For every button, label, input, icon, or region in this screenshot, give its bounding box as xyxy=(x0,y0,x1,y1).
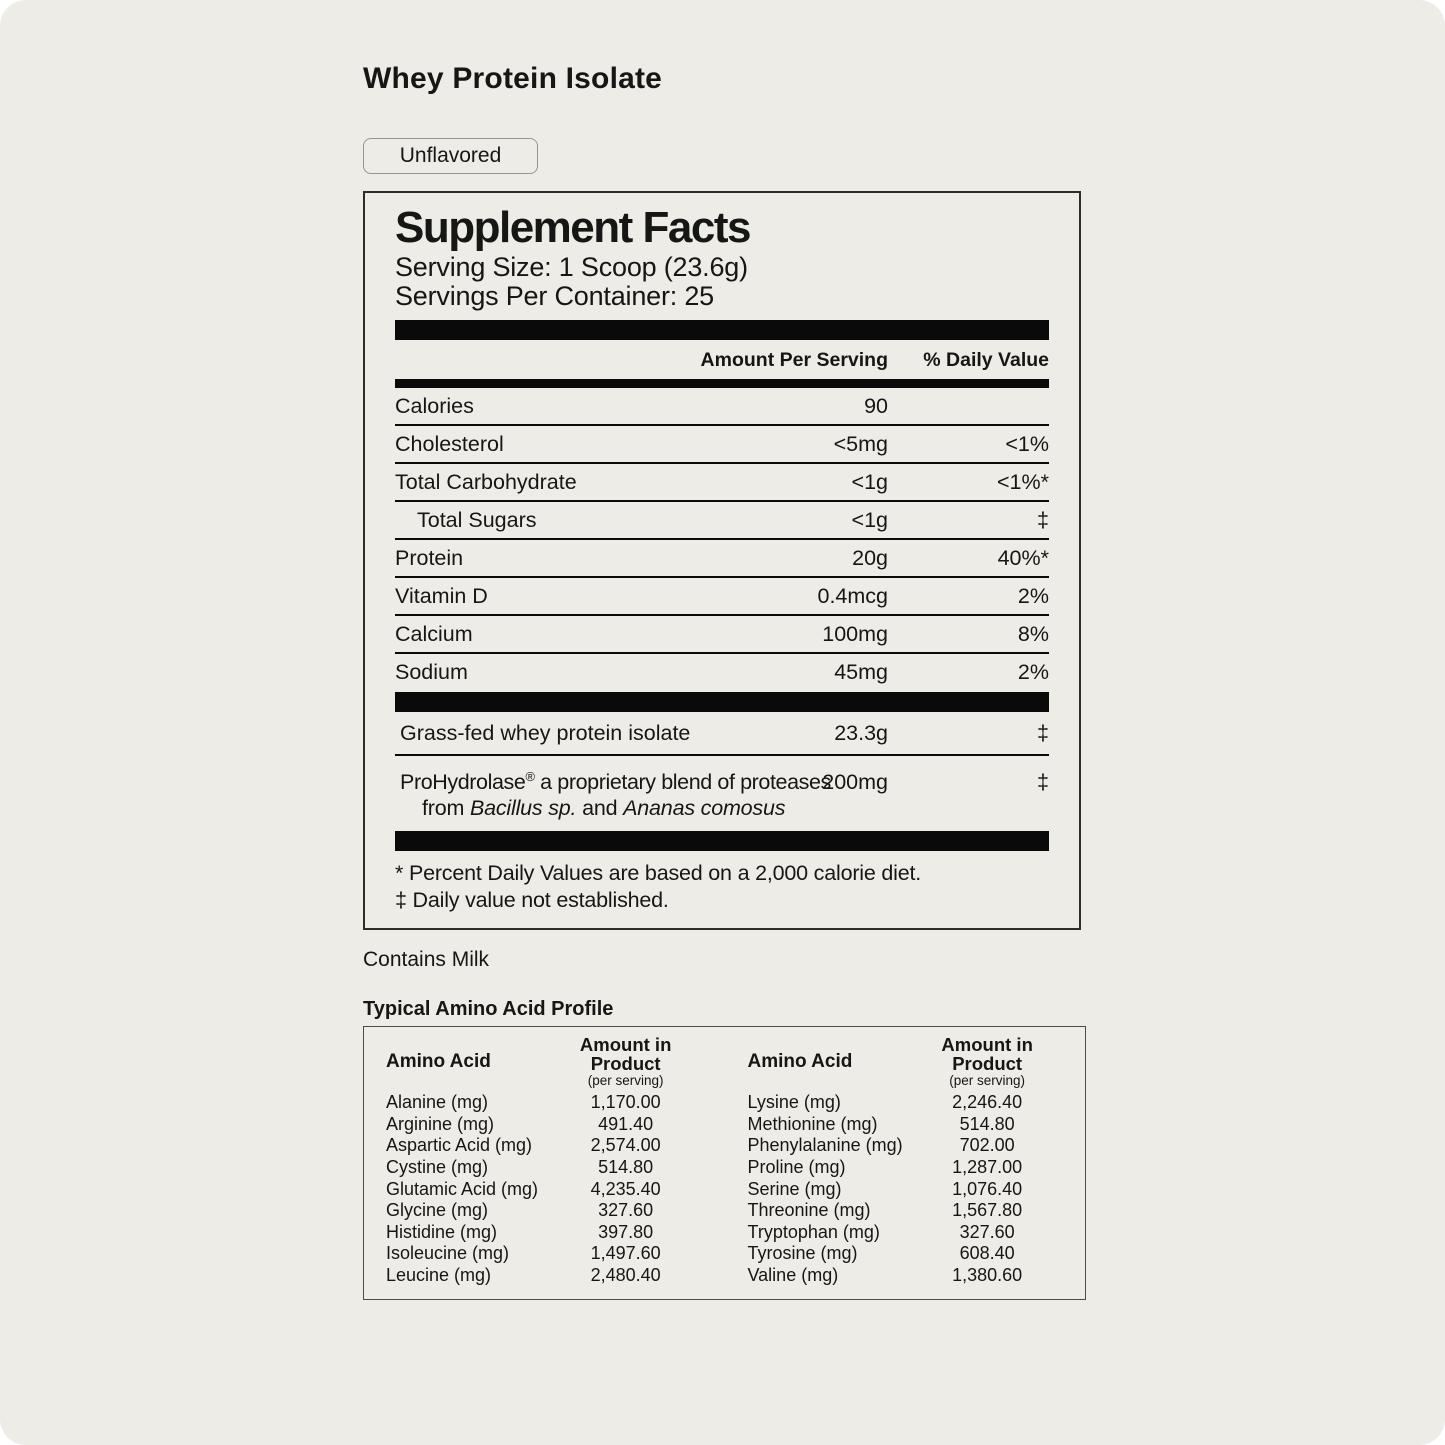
nutrient-daily-value: <1% xyxy=(1005,432,1049,456)
amino-name: Valine (mg) xyxy=(747,1264,839,1285)
nutrient-daily-value: ‡ xyxy=(1037,508,1049,532)
amino-name: Histidine (mg) xyxy=(386,1221,498,1242)
amino-value: 1,567.80 xyxy=(952,1200,1023,1221)
nutrient-daily-value: 2% xyxy=(1017,660,1049,684)
amino-header-row xyxy=(386,1035,702,1088)
nutrient-amount: 100mg xyxy=(822,622,888,646)
amino-profile-heading: Typical Amino Acid Profile xyxy=(363,998,614,1021)
amino-value: 2,246.40 xyxy=(952,1092,1023,1113)
amino-value: 608.40 xyxy=(959,1243,1015,1264)
amino-name: Aspartic Acid (mg) xyxy=(386,1135,533,1156)
nutrient-row-total-sugars xyxy=(395,502,1049,540)
ingredient-row-whey-isolate xyxy=(395,712,1049,756)
nutrient-amount: 90 xyxy=(864,394,888,418)
amino-row xyxy=(748,1135,1064,1157)
nutrient-amount: 0.4mcg xyxy=(817,584,888,608)
amino-header-amount: Amount in Product (per serving) xyxy=(550,1035,702,1088)
flavor-chip-unflavored[interactable] xyxy=(363,138,538,174)
ingredient-name xyxy=(395,764,831,821)
nutrient-row-sodium xyxy=(395,654,1049,690)
product-label-section xyxy=(363,0,1086,1300)
amino-name: Glutamic Acid (mg) xyxy=(386,1178,539,1199)
nutrient-name: Cholesterol xyxy=(395,432,504,456)
nutrient-amount: 45mg xyxy=(834,660,888,684)
amino-name: Isoleucine (mg) xyxy=(386,1243,510,1264)
nutrient-row-cholesterol xyxy=(395,426,1049,464)
ingredient-daily-value: ‡ xyxy=(1037,770,1049,795)
amino-row xyxy=(748,1114,1064,1136)
nutrient-amount: <1g xyxy=(851,470,888,494)
nutrient-amount: <1g xyxy=(851,508,888,532)
nutrient-name: Protein xyxy=(395,546,464,570)
amino-value: 514.80 xyxy=(959,1113,1015,1134)
amino-row xyxy=(386,1222,702,1244)
separator-bar-thin xyxy=(395,379,1049,388)
page-title: Whey Protein Isolate xyxy=(363,62,663,95)
footnotes xyxy=(395,860,1049,914)
amino-name: Tyrosine (mg) xyxy=(747,1243,858,1264)
amino-column-left xyxy=(386,1035,702,1286)
supplement-facts-title: Supplement Facts xyxy=(395,203,750,252)
flavor-chip-label: Unflavored xyxy=(399,144,502,167)
amino-row xyxy=(386,1243,702,1265)
amino-value: 327.60 xyxy=(959,1221,1015,1242)
amino-value: 1,287.00 xyxy=(952,1156,1023,1177)
amino-value: 2,480.40 xyxy=(590,1264,661,1285)
amino-name: Proline (mg) xyxy=(747,1156,846,1177)
footnote-dv-not-established: ‡ Daily value not established. xyxy=(395,888,669,913)
amino-columns xyxy=(386,1035,1063,1286)
column-header-row xyxy=(395,340,1049,379)
amino-row xyxy=(386,1157,702,1179)
column-header-amount: Amount Per Serving xyxy=(700,349,888,371)
separator-bar-thick xyxy=(395,831,1049,851)
amino-row xyxy=(386,1114,702,1136)
nutrient-amount: <5mg xyxy=(833,432,888,456)
amino-row xyxy=(386,1135,702,1157)
amino-row xyxy=(748,1179,1064,1201)
amino-value: 1,170.00 xyxy=(590,1092,661,1113)
amino-name: Lysine (mg) xyxy=(747,1092,841,1113)
amino-row xyxy=(386,1265,702,1287)
amino-value: 1,076.40 xyxy=(952,1178,1023,1199)
amino-name: Glycine (mg) xyxy=(386,1200,489,1221)
separator-bar-thick xyxy=(395,692,1049,712)
amino-name: Arginine (mg) xyxy=(386,1113,495,1134)
amino-value: 2,574.00 xyxy=(590,1135,661,1156)
amino-header-name: Amino Acid xyxy=(386,1050,491,1072)
amino-name: Serine (mg) xyxy=(747,1178,842,1199)
column-header-daily-value: % Daily Value xyxy=(923,349,1049,371)
nutrient-name: Vitamin D xyxy=(395,584,488,608)
footnote-percent-dv: * Percent Daily Values are based on a 2,000 calorie diet. xyxy=(395,861,922,886)
ingredient-amount: 200mg xyxy=(822,770,888,795)
amino-value: 1,497.60 xyxy=(590,1243,661,1264)
ingredient-amount: 23.3g xyxy=(834,721,888,745)
serving-size: Serving Size: 1 Scoop (23.6g) xyxy=(395,252,748,282)
amino-value: 514.80 xyxy=(598,1156,654,1177)
amino-name: Alanine (mg) xyxy=(386,1092,489,1113)
servings-per-container: Servings Per Container: 25 xyxy=(395,281,714,311)
nutrient-row-protein xyxy=(395,540,1049,578)
nutrient-name: Calories xyxy=(395,394,474,418)
amino-row xyxy=(748,1265,1064,1287)
amino-acid-table xyxy=(363,1026,1086,1299)
amino-value: 1,380.60 xyxy=(952,1264,1023,1285)
amino-value: 4,235.40 xyxy=(590,1178,661,1199)
nutrient-row-calories xyxy=(395,388,1049,426)
amino-header-row xyxy=(748,1035,1064,1088)
amino-header-amount: Amount in Product (per serving) xyxy=(911,1035,1063,1088)
amino-header-per-serving: (per serving) xyxy=(949,1073,1026,1089)
amino-row xyxy=(748,1200,1064,1222)
amino-value: 491.40 xyxy=(598,1113,654,1134)
amino-row xyxy=(748,1157,1064,1179)
amino-row xyxy=(386,1179,702,1201)
amino-name: Threonine (mg) xyxy=(747,1200,871,1221)
nutrient-daily-value: <1%* xyxy=(997,470,1049,494)
nutrient-name: Total Carbohydrate xyxy=(395,470,577,494)
ingredient-daily-value: ‡ xyxy=(1037,721,1049,745)
amino-row xyxy=(748,1243,1064,1265)
ingredient-name: Grass-fed whey protein isolate xyxy=(400,721,691,745)
amino-name: Phenylalanine (mg) xyxy=(747,1135,903,1156)
ingredient-name-line1: ProHydrolase® a proprietary blend of proteases xyxy=(400,769,831,795)
nutrient-row-vitamin-d xyxy=(395,578,1049,616)
nutrient-daily-value: 2% xyxy=(1017,584,1049,608)
nutrient-daily-value: 8% xyxy=(1017,622,1049,646)
nutrient-row-total-carbohydrate xyxy=(395,464,1049,502)
contains-milk-note: Contains Milk xyxy=(363,948,490,972)
amino-column-right xyxy=(748,1035,1064,1286)
nutrient-daily-value: 40%* xyxy=(997,546,1049,570)
supplement-facts-panel xyxy=(363,191,1081,930)
amino-name: Cystine (mg) xyxy=(386,1156,489,1177)
nutrient-name: Sodium xyxy=(395,660,468,684)
nutrient-row-calcium xyxy=(395,616,1049,654)
amino-name: Leucine (mg) xyxy=(386,1264,492,1285)
ingredient-row-prohydrolase xyxy=(395,756,1049,829)
amino-row xyxy=(386,1092,702,1114)
amino-header-per-serving: (per serving) xyxy=(587,1073,664,1089)
amino-value: 702.00 xyxy=(959,1135,1015,1156)
registered-mark: ® xyxy=(525,769,535,784)
amino-header-name: Amino Acid xyxy=(747,1050,853,1072)
nutrient-amount: 20g xyxy=(852,546,888,570)
amino-value: 397.80 xyxy=(598,1221,654,1242)
nutrient-name: Calcium xyxy=(395,622,473,646)
ingredient-name-line2: from Bacillus sp. and Ananas comosus xyxy=(422,796,786,821)
amino-row xyxy=(748,1092,1064,1114)
separator-bar-thick xyxy=(395,320,1049,340)
nutrient-name: Total Sugars xyxy=(417,508,537,532)
amino-name: Methionine (mg) xyxy=(747,1113,878,1134)
amino-row xyxy=(386,1200,702,1222)
amino-row xyxy=(748,1222,1064,1244)
amino-value: 327.60 xyxy=(598,1200,654,1221)
amino-name: Tryptophan (mg) xyxy=(747,1221,880,1242)
